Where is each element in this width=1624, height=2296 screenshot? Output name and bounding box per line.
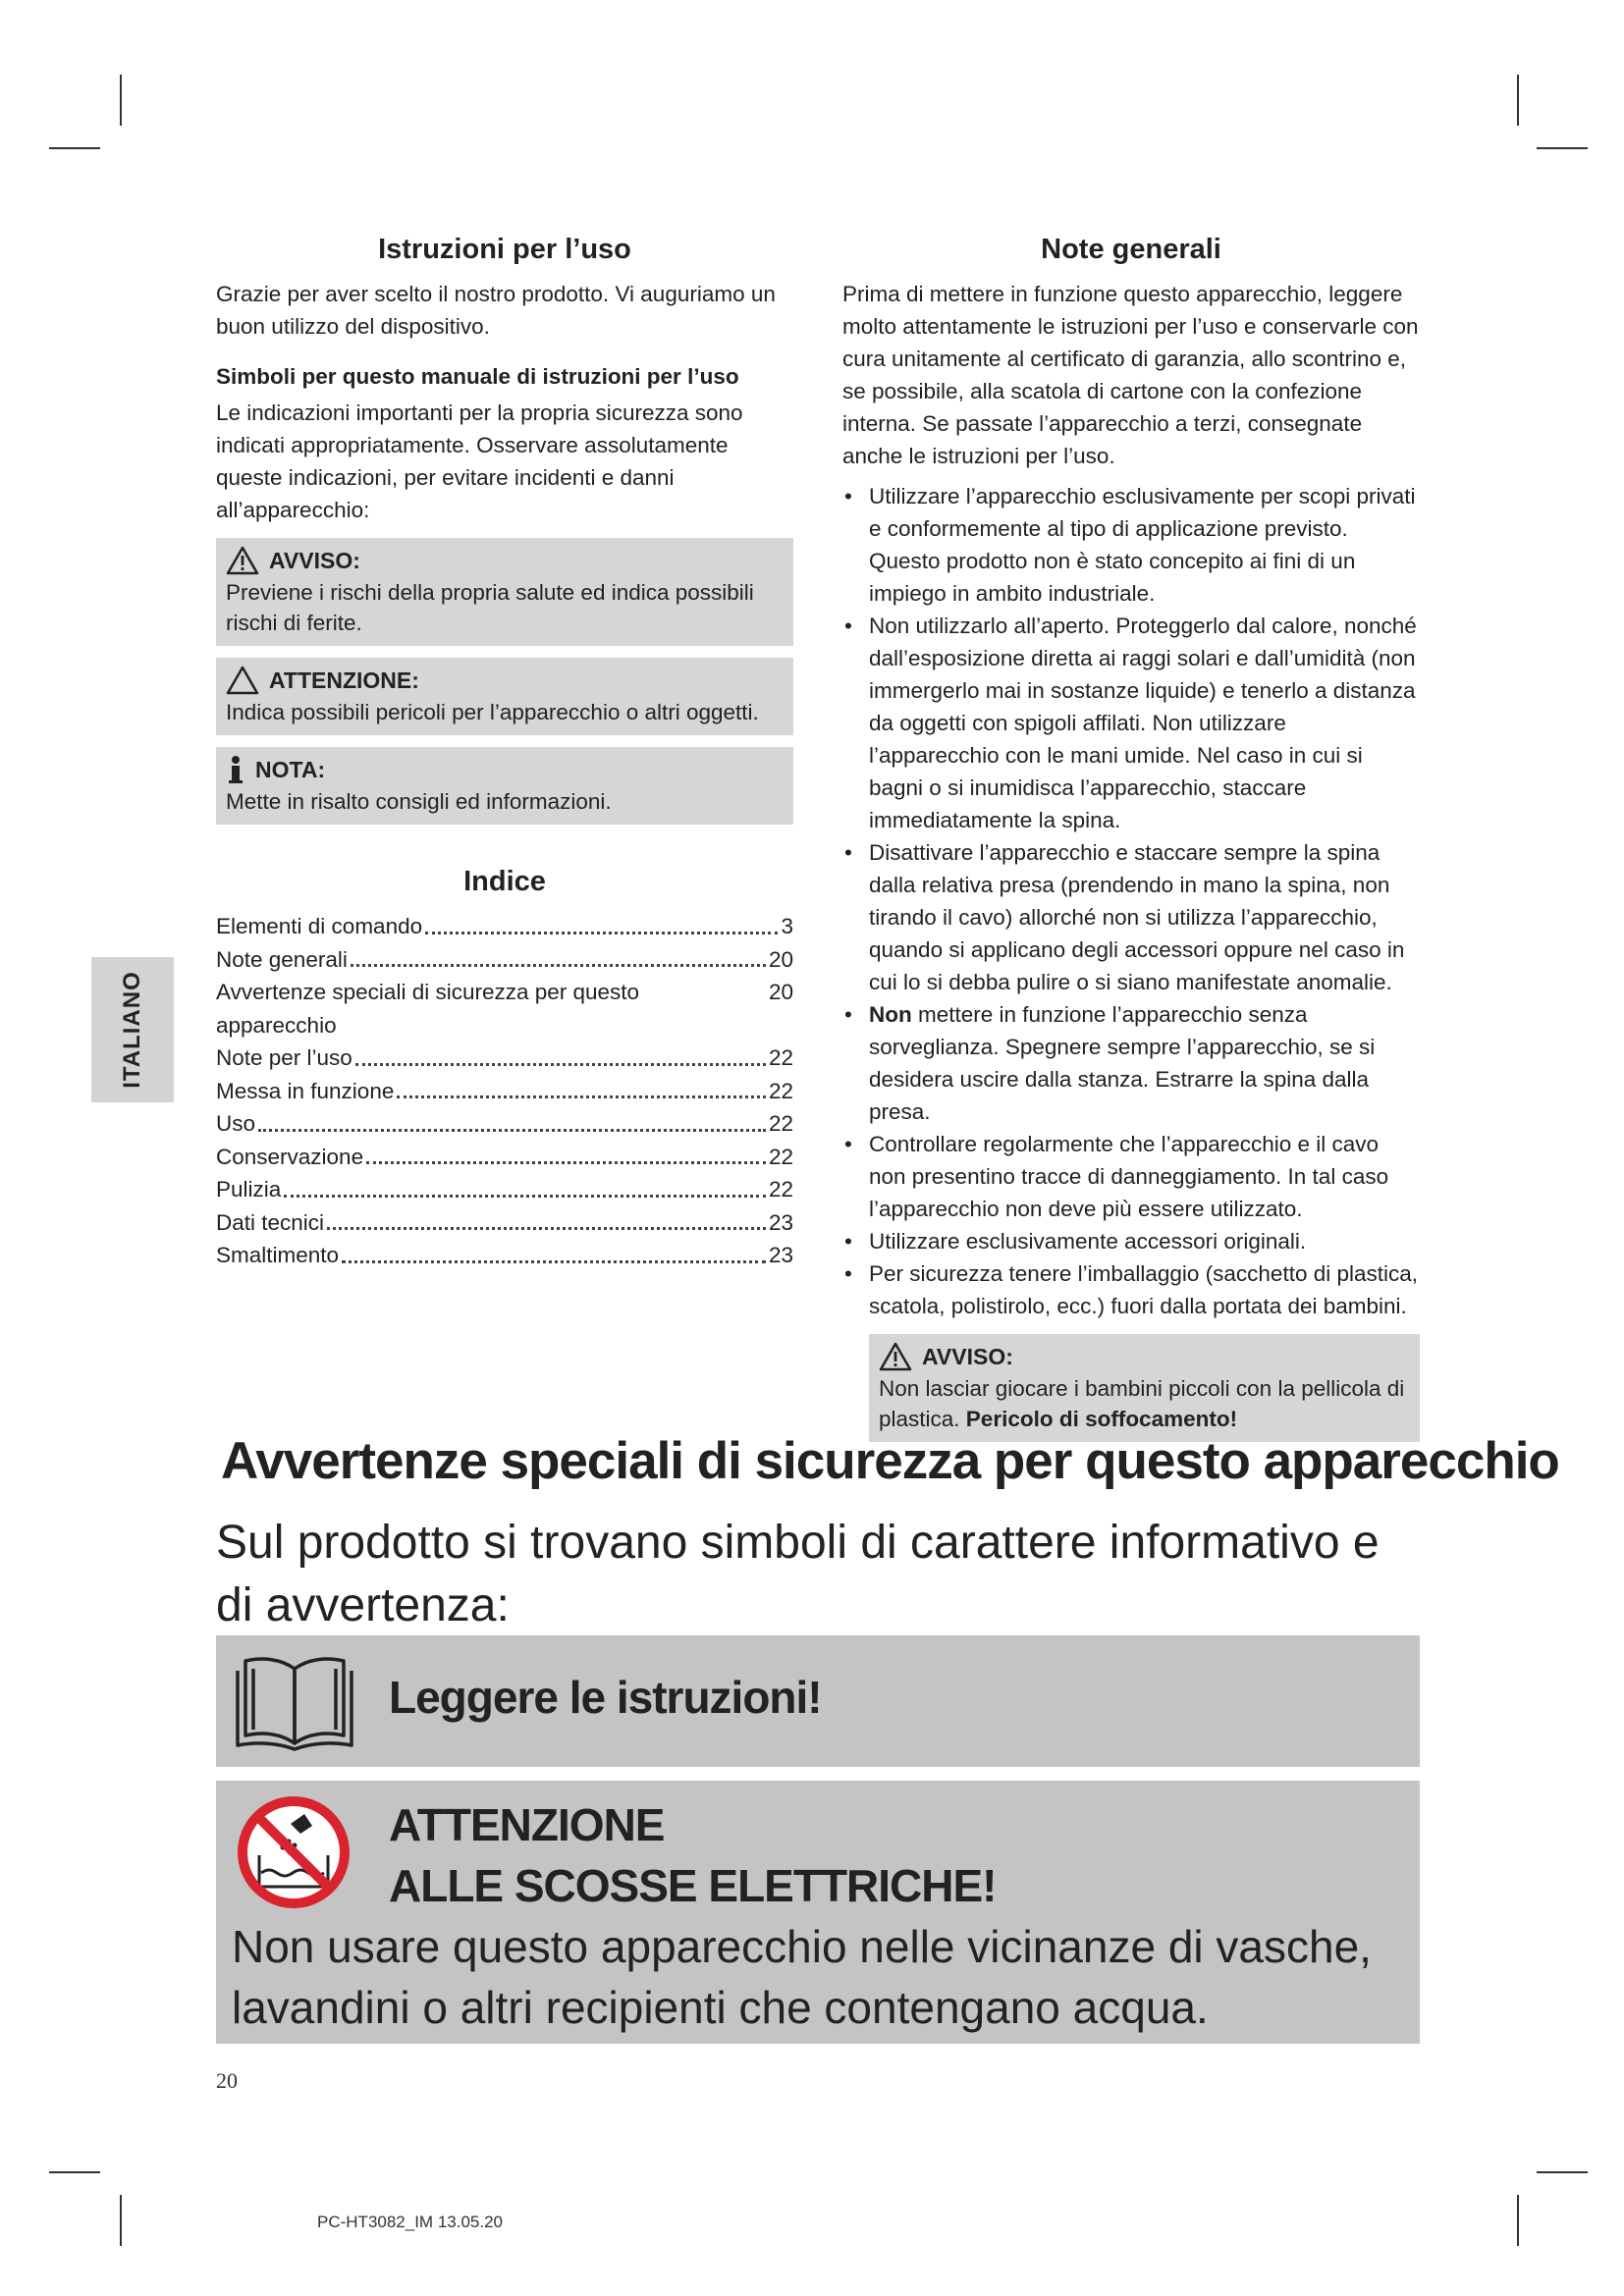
note-box <box>216 747 793 825</box>
toc-item[interactable]: Avvertenze speciali di sicurezza per questo apparecchio 20 <box>216 980 793 1038</box>
crop-mark <box>49 2171 100 2173</box>
symbols-text: Le indicazioni importanti per la propria sicurezza sono indicati appropriatamente. Osservare assolutamente queste indicazioni, per evitare incidenti e danni all’apparecchio: <box>216 400 743 522</box>
shock-warning-text: Non usare questo apparecchio nelle vicinanze di vasche, lavandini o altri recipienti che contengano acqua. <box>232 1921 1372 2033</box>
list-item: • Non mettere in funzione l’apparecchio senza sorveglianza. Spegnere sempre l’apparecchio, se si desidera uscire dalla stanza. Estrarre la spina dalla presa. <box>842 998 1420 1128</box>
list-item: • Utilizzare l’apparecchio esclusivamente per scopi privati e conformemente al tipo di applicazione previsto. Questo prodotto non è stato concepito ai fini di un impiego in ambito industriale. <box>842 480 1420 610</box>
index-title: Indice <box>463 866 546 897</box>
instructions-title: Istruzioni per l’uso <box>378 234 631 265</box>
suffocation-warning-text: Non lasciar giocare i bambini piccoli con la pellicola di plastica. Pericolo di soffocamento! <box>879 1376 1405 1431</box>
table-of-contents <box>216 910 793 1272</box>
intro-text: Grazie per aver scelto il nostro prodotto. Vi auguriamo un buon utilizzo del dispositivo. <box>216 282 776 339</box>
toc-item[interactable]: Smaltimento 23 <box>216 1239 793 1272</box>
safety-bullet-list <box>842 480 1420 1322</box>
toc-item[interactable]: Elementi di comando 3 <box>216 910 793 943</box>
crop-mark <box>1537 147 1588 149</box>
note-box-title: NOTA: <box>255 757 326 782</box>
general-notes-title: Note generali <box>1041 234 1221 265</box>
caution-box-title: ATTENZIONE: <box>269 667 419 693</box>
crop-mark <box>1517 2195 1519 2246</box>
safety-section-title: Avvertenze speciali di sicurezza per questo apparecchio <box>221 1432 1559 1490</box>
toc-item[interactable]: Uso 22 <box>216 1107 793 1141</box>
toc-item[interactable]: Note generali 20 <box>216 943 793 977</box>
shock-title-line1: ATTENZIONE <box>389 1799 665 1850</box>
list-item: • Disattivare l’apparecchio e staccare sempre la spina dalla relativa presa (prendendo in mano la spina, non tirando il cavo) allorché non si utilizza l’apparecchio, quando si applicano degli accessori oppure nel caso in cui lo si debba pulire o si siano manifestate anomalie. <box>842 836 1420 998</box>
open-book-icon <box>228 1647 361 1755</box>
toc-item[interactable]: Messa in funzione 22 <box>216 1075 793 1108</box>
list-item: • Controllare regolarmente che l’apparecchio e il cavo non presentino tracce di danneggiamento. In tal caso l’apparecchio non deve più essere utilizzato. <box>842 1128 1420 1225</box>
symbols-heading: Simboli per questo manuale di istruzioni per l’uso <box>216 364 739 389</box>
list-item: • Per sicurezza tenere l’imballaggio (sacchetto di plastica, scatola, polistirolo, ecc.) fuori dalla portata dei bambini. <box>842 1257 1420 1322</box>
crop-mark <box>1517 75 1519 126</box>
no-water-prohibition-icon <box>234 1792 353 1912</box>
caution-box <box>216 658 793 735</box>
note-box-text: Mette in risalto consigli ed informazioni. <box>226 789 612 814</box>
warning-triangle-icon <box>879 1342 912 1371</box>
toc-item[interactable]: Pulizia 22 <box>216 1173 793 1206</box>
caution-box-text: Indica possibili pericoli per l’apparecchio o altri oggetti. <box>226 700 759 724</box>
suffocation-warning-box <box>869 1334 1420 1442</box>
crop-mark <box>120 2195 122 2246</box>
warning-triangle-icon <box>226 546 259 575</box>
caution-triangle-icon <box>226 666 259 695</box>
crop-mark <box>120 75 122 126</box>
crop-mark <box>1537 2171 1588 2173</box>
shock-title-line2: ALLE SCOSSE ELETTRICHE! <box>389 1860 997 1911</box>
electric-shock-panel <box>216 1781 1420 2044</box>
language-tab <box>91 957 174 1102</box>
suffocation-warning-title: AVVISO: <box>922 1344 1013 1369</box>
toc-item[interactable]: Dati tecnici 23 <box>216 1206 793 1240</box>
document-code: PC-HT3082_IM 13.05.20 <box>317 2213 503 2231</box>
language-label: ITALIANO <box>119 971 145 1089</box>
warning-box-text: Previene i rischi della propria salute ed indica possibili rischi di ferite. <box>226 580 754 635</box>
read-instructions-panel <box>216 1635 1420 1767</box>
info-icon <box>226 755 245 784</box>
right-column <box>842 234 1420 1442</box>
crop-mark <box>49 147 100 149</box>
toc-item[interactable]: Conservazione 22 <box>216 1141 793 1174</box>
general-notes-intro: Prima di mettere in funzione questo apparecchio, leggere molto attentamente le istruzioni per l’uso e conservarle con cura unitamente al certificato di garanzia, allo scontrino e, se possibile, alla scatola di cartone con la confezione interna. Se passate l’apparecchio a terzi, consegnate anche le istruzioni per l’uso. <box>842 282 1419 468</box>
list-item: • Non utilizzarlo all’aperto. Proteggerlo dal calore, nonché dall’esposizione diretta ai raggi solari e dall’umidità (non immergerlo mai in sostanze liquide) e tenerlo a distanza da oggetti con spigoli affilati. Non utilizzare l’apparecchio con le mani umide. Nel caso in cui si bagni o si inumidisca l’apparecchio, staccare immediatamente la spina. <box>842 610 1420 836</box>
left-column <box>216 234 793 1272</box>
read-instructions-label: Leggere le istruzioni! <box>389 1672 822 1723</box>
list-item: • Utilizzare esclusivamente accessori originali. <box>842 1225 1420 1257</box>
warning-box-title: AVVISO: <box>269 548 360 573</box>
toc-item[interactable]: Note per l’uso 22 <box>216 1041 793 1075</box>
safety-section-subtitle: Sul prodotto si trovano simboli di carattere informativo e di avvertenza: <box>216 1517 1380 1631</box>
warning-box <box>216 538 793 646</box>
page-number: 20 <box>216 2068 238 2093</box>
